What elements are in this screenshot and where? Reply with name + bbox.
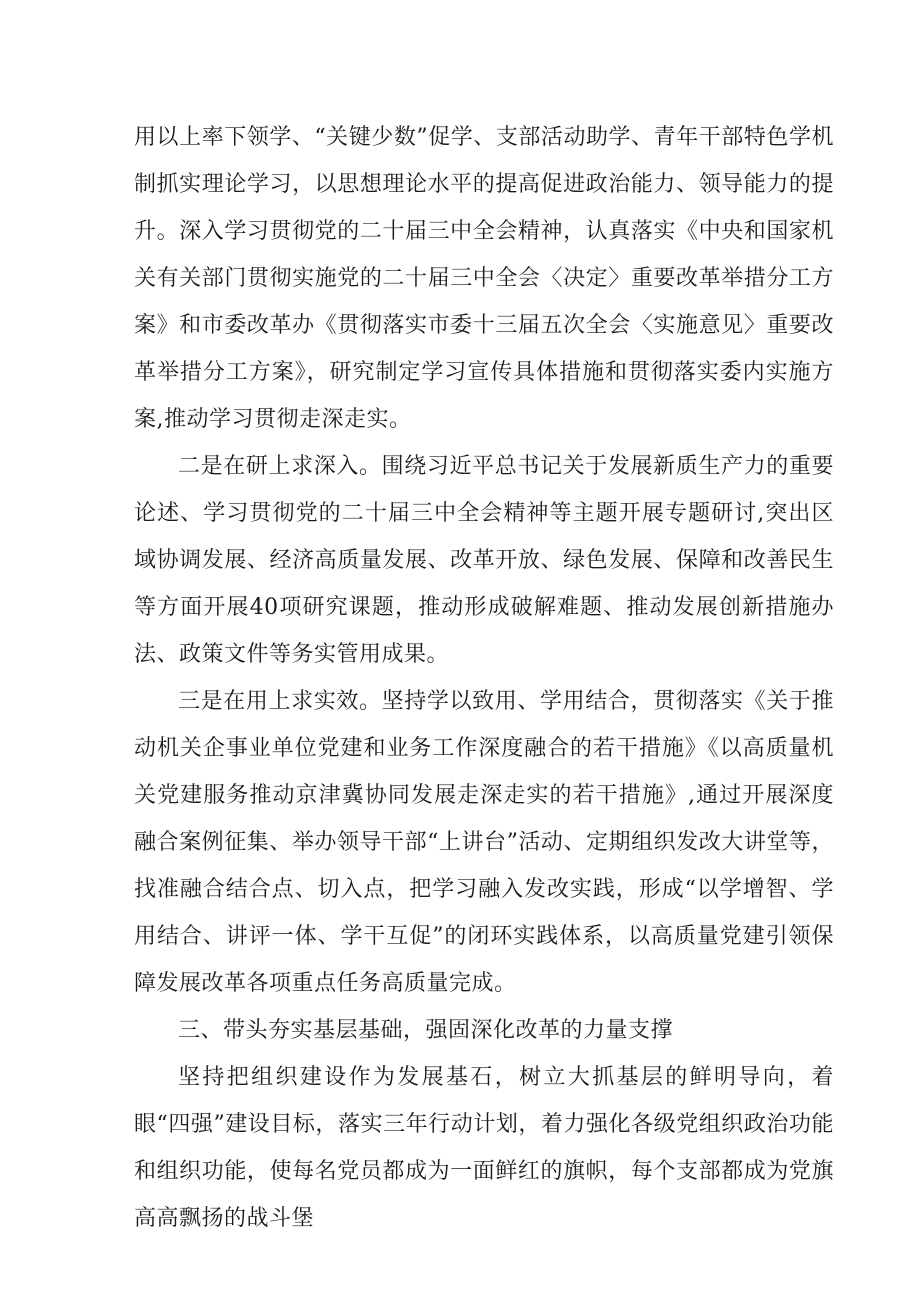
paragraph-organization: 坚持把组织建设作为发展基石，树立大抓基层的鲜明导向，着眼“四强”建设目标，落实三年行动计划，着力强化各级党组织政治功能和组织功能，使每名党员都成为一面鲜红的旗帜，每个支部都成为党旗高高飘扬的战斗堡 xyxy=(134,1065,834,1231)
paragraph-continuation: 用以上率下领学、“关键少数”促学、支部活动助学、青年干部特色学机制抓实理论学习，以思想理论水平的提高促进政治能力、领导能力的提升。深入学习贯彻党的二十届三中全会精神，认真落实《中央和国家机关有关部门贯彻实施党的二十届三中全会〈决定〉重要改革举措分工方案》和市委改革办《贯彻落实市委十三届五次全会〈实施意见〉重要改革举措分工方案》，研究制定学习宣传具体措施和贯彻落实委内实施方案,推动学习贯彻走深走实。 xyxy=(134,125,834,432)
paragraph-research: 二是在研上求深入。围绕习近平总书记关于发展新质生产力的重要论述、学习贯彻党的二十届三中全会精神等主题开展专题研讨,突出区域协调发展、经济高质量发展、改革开放、绿色发展、保障和改善民生等方面开展40项研究课题，推动形成破解难题、推动发展创新措施办法、政策文件等务实管用成果。 xyxy=(134,454,834,667)
paragraph-application: 三是在用上求实效。坚持学以致用、学用结合，贯彻落实《关于推动机关企事业单位党建和业务工作深度融合的若干措施》《以高质量机关党建服务推动京津冀协同发展走深走实的若干措施》,通过开展深度融合案例征集、举办领导干部“上讲台”活动、定期组织发改大讲堂等，找准融合结合点、切入点，把学习融入发改实践，形成“以学增智、学用结合、讲评一体、学干互促”的闭环实践体系，以高质量党建引领保障发展改革各项重点任务高质量完成。 xyxy=(134,689,834,996)
section-heading: 三、带头夯实基层基础，强固深化改革的力量支撑 xyxy=(178,1018,674,1043)
document-body xyxy=(134,114,834,1242)
